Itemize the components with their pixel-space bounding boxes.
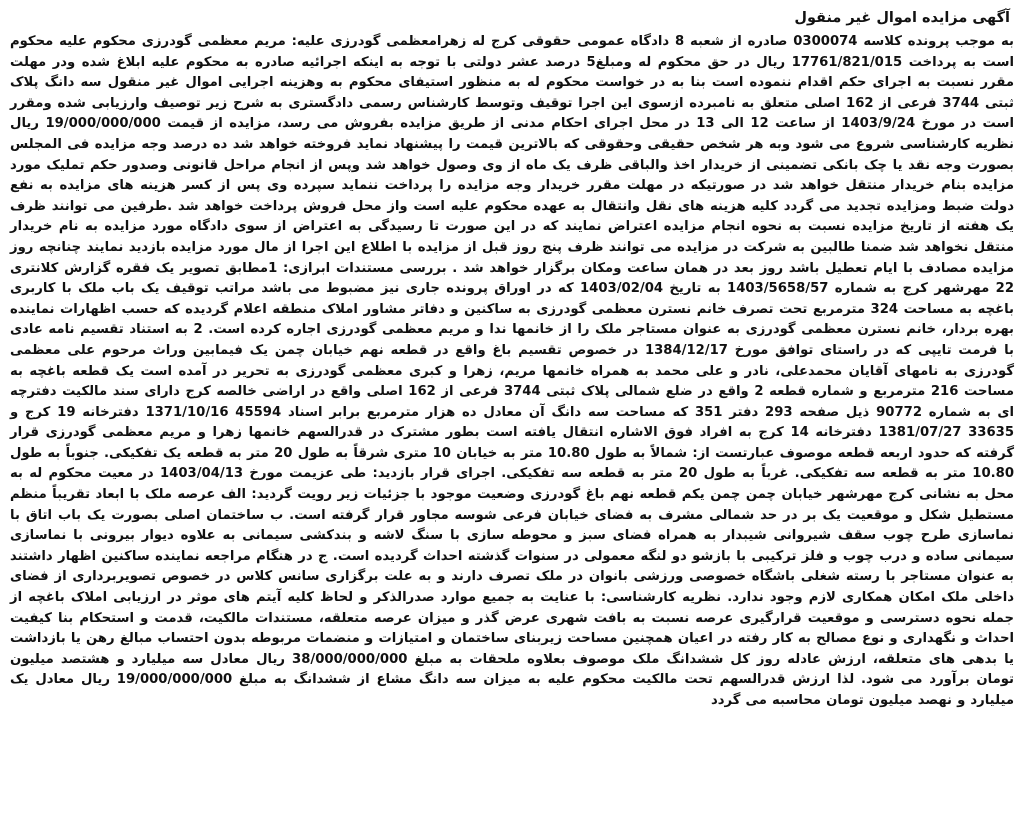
- notice-body: به موجب پرونده کلاسه 0300074 صادره از شعبه 8 دادگاه عمومی حقوقی کرج له زهرامعظمی گودرزی علیه: مریم معظمی گودرزی محکوم علیه محکوم است به پرداخت 17761/821/015 ریال در حق محکوم له ومبلغ5 درصد عشر دولتی با توجه به اینکه اجرائیه صادره به محکوم علیه ابلاغ شده ودر مهلت مقرر نسبت به اجرای حکم اقدام ننموده است بنا به در خواست محکوم له به منظور استیفای محکوم به وهزینه اجرایی اموال غیر منقول سه دانگ پلاک ثبتی 3744 فرعی از 162 اصلی متعلق به نامبرده ازسوی این اجرا توقیف وتوسط کارشناس رسمی دادگستری به شرح زیر توصیف وارزیابی شده ومقرر است در مورخ 1403/9/24 از ساعت 12 الی 13 در محل اجرای احکام مدنی از طریق مزایده بفروش می رسد، مزایده از قیمت 19/000/000/000 ریال نظریه کارشناسی شروع می شود وبه هر شخص حقیقی وحقوقی که بالاترین قیمت را پیشنهاد نماید فروخته خواهد شد ده درصد وجه مزایده فی المجلس بصورت وجه نقد یا چک بانکی تضمینی از خریدار اخذ والباقی ظرف یک ماه از وی وصول خواهد شد وپس از انجام مراحل قانونی وصدور حکم تملیک مورد مزایده بنام خریدار منتقل خواهد شد در صورتیکه در مهلت مقرر خریدار وجه مزایده را پرداخت ننماید سپرده وی پس از کسر هزینه های مزایده به نفع دولت ضبط ومزایده تجدید می گردد کلیه هزینه های نقل وانتقال به عهده محکوم علیه است واز محل فروش پرداخت خواهد شد .طرفین می توانند ظرف یک هفته از تاریخ مزایده نسبت به نحوه انجام مزایده اعتراض نمایند که در این صورت تا رسیدگی به اعتراض از سوی دادگاه مورد مزایده به نام خریدار منتقل نخواهد شد ضمنا طالبین به شرکت در مزایده می توانند ظرف پنج روز قبل از مزایده با اطلاع این اجرا از مال مورد مزایده بازدید نمایند چنانچه روز مزایده مصادف با ایام تعطیل باشد روز بعد در همان ساعت ومکان برگزار خواهد شد . بررسی مستندات ابرازی: 1مطابق تصویر یک فقره گزارش کلانتری 22 مهرشهر کرج به شماره 1403/5658/57 به تاریخ 1403/02/04 که در اوراق پرونده جاری نیز مضبوط می باشد مراتب توقیف یک باب ملک با کاربری باغچه به مساحت 324 مترمربع تحت تصرف خانم نسترن معظمی گودرزی به ساکنین و دفاتر مشاور املاک منطقه اعلام گردیده که حسب اظهارات نماینده بهره بردار، خانم نسترن معظمی گودرزی به عنوان مستاجر ملک را از خانمها ندا و مریم معظمی گودرزی اجاره کرده است. 2 به استناد تقسیم نامه عادی با فرمت تایپی که در راستای توافق مورخ 1384/12/17 در خصوص تقسیم باغ واقع در قطعه نهم خیابان چمن یک فیمابین وراث مرحوم علی معظمی گودرزی به نامهای آقایان محمدعلی، نادر و علی محمد به همراه خانمها مریم، زهرا و کبری معظمی گودرزی به تحریر در آمده است یک قطعه باغچه به مساحت 216 مترمربع و شماره قطعه 2 واقع در ضلع شمالی پلاک ثبتی 3744 فرعی از 162 اصلی واقع در اراضی خالصه کرج دارای سند مالکیت دفترچه ای به شماره 90772 ذیل صفحه 293 دفتر 351 که مساحت سه دانگ آن معادل ده هزار مترمربع برابر اسناد 45594 1371/10/16 دفترخانه 19 کرج و 33635 1381/07/27 دفترخانه 14 کرج به افراد فوق الاشاره انتقال یافته است بطور مشترک در قدرالسهم خانمها زهرا و مریم معظمی گودرزی قرار گرفته که حدود اربعه قطعه موصوف عبارتست از: شمالاً به طول 10.80 متر به خیابان 10 متری شرقاً به طول 20 متر به قطعه یک تفکیکی. جنوباً به طول 10.80 متر به قطعه سه تفکیکی. غرباً به طول 20 متر به قطعه سه تفکیکی. اجرای قرار بازدید: طی عزیمت مورخ 1403/04/13 در معیت محکوم له به محل به نشانی کرج مهرشهر خیابان چمن چمن یکم قطعه نهم باغ گودرزی وضعیت موجود با جزئیات زیر رویت گردید: الف عرصه ملک با ابعاد تقریباً منظم مستطیل شکل و موقعیت یک بر در حد شمالی مشرف به فضای خیابان فرعی شوسه مجاور قرار گرفته است. ب ساختمان اصلی بصورت یک باب اتاق با نماسازی طرح چوب سقف شیروانی شیبدار به همراه فضای سبز و محوطه سازی با سنگ لاشه و بندکشی سیمانی به علاوه دیوار بیرونی با نماسازی سیمانی ساده و درب چوب و فلز ترکیبی با بازشو دو لنگه معمولی در سنوات گذشته احداث گردیده است. ج در هنگام مراجعه نماینده ساکنین اظهار داشتند به عنوان مستاجر با رسته شغلی باشگاه خصوصی ورزشی بانوان در ملک تصرف دارند و به علت برگزاری سانس کلاس در خصوص تصویربرداری از فضای داخلی ملک امکان همکاری لازم وجود ندارد. نظریه کارشناسی: با عنایت به جمیع موارد صدرالذکر و لحاظ کلیه آیتم های موثر در ارزیابی املاک باغچه از جمله نحوه دسترسی و موقعیت قرارگیری عرصه نسبت به بافت شهری عرض گذر و میزان عرصه متعلقه، مستندات مالکیت، قدمت و استحکام بنا کیفیت احداث و نگهداری و نوع مصالح به کار رفته در اعیان همچنین مساحت زیربنای ساختمان و امتیازات و منضمات مربوطه بدون احتساب مبالغ رهن یا بازداشت یا بدهی های متعلقه، ارزش عادله روز کل ششدانگ ملک موصوف بعلاوه ملحقات به مبلغ 38/000/000/000 ریال معادل سه میلیارد و هشتصد میلیون تومان برآورد می شود. لذا ارزش قدرالسهم تحت مالکیت محکوم علیه به میزان سه دانگ مشاع از ششدانگ به مبلغ 19/000/000/000 ریال معادل یک میلیارد و نهصد میلیون تومان محاسبه می گردد: [10, 34, 1015, 708]
- notice-title: آگهی مزایده اموال غیر منقول: [794, 10, 1010, 26]
